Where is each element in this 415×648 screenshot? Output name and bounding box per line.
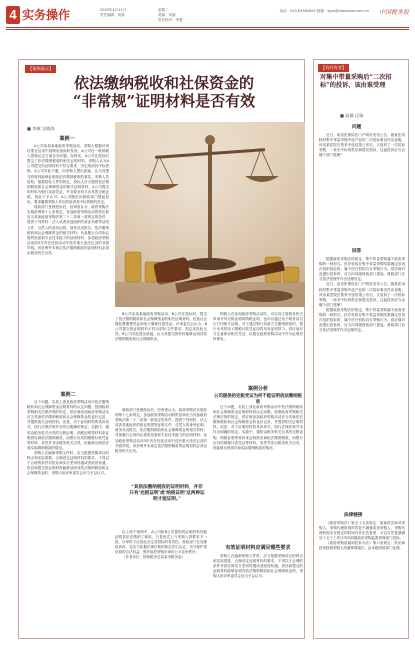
col-b-repeat-text: 财政部门受理投诉后，经审查认为，政府采购法实施条例第十七条规定，参加政府采购活动的供应商应当具备政府采购法第二十二条第一款规定的条件，提供下列材料：法人或者其他组织的营业执照等证明文件，自然人的身份证明；财务状况报告，依法缴纳税收和社会保障资金的相关材料；具备履行合同所必需的设备和专业技术能力的证明材料；参加政府采购活动前3年内在经营活动中没有重大违法记录的书面声明。该条例并未规定依法缴纳税收的证明材料必须由税务机关出具。 [115,408,207,453]
section-title: 实务操作 [22,8,71,22]
question-body: 近日，某省医保局在门户网站发布公告，就某医用耗材集中带量采购中选产品的二次招标事宜作出说明。该省某医院在集采中选结果公布后，又组织了一次招标采购，一家未中标的供应商提出投诉。这起投诉应当由哪个部门受理？ [319,133,405,158]
subheading-why-invalid: 公司提供的完税凭证为何不能证明依法缴纳税收 [214,394,302,405]
page-number: 4 [6,6,20,24]
law-link-heading: 法律链接 [344,513,363,518]
title-line-1: 依法缴纳税收和社保资金的 [73,74,254,92]
answer-body-cont: 近日，某省医保局在门户网站发布公告，就某医用耗材集中带量采购中选产品的二次招标事宜作出说明。该省某医院在集采中选结果公布后，又组织了一次招标采购，一家未中标的供应商提出投诉。这起投诉应当由哪个部门受理？ [319,282,405,307]
header-rule [6,27,409,28]
col-d-repeat-text: 这个问题，实质上涉及政府采购活动中依法缴纳税收和社会保障资金证明材料的认定问题。按照政府采购相关法律法规的规定，供应商参加政府采购活动应当具备依法缴纳税收和社会保障资金的良好记录，并提供相关证明材料。但是，对于证明材料的具体形式，现行法律法规并未作出明确的规定。实践中，通常由税务机关出具的完税证明、纳税证明等材料来证明供应商依法缴纳税收。而银行出具的缴税付款凭证等材料，虽然并非由税务机关出具，但能够反映供应商实际缴纳税款的情况。 [213,405,303,450]
col-a-text: A公司参加某地政府采购活动，采购人根据评审结果在信用中国网站查询时发现，A公司在一般纳税人资格认定方面存在问题。经核实，A公司在投标时提交了依法缴纳税收的相关证明材料，采购人认为A公司提交的证明材料不符合要求，决定取消其中标资格。A公司对此不服，向采购人提出质疑，认为其提交的材料能够证明其依法缴纳税收的事实。采购人答复称，根据招标文件的规定，投标人应当提供依法缴纳税收和社会保障资金的相关证明材料，A公司提交的材料为银行扣款凭证，并非税务机关出具的完税证明，因此不予认可。A公司随后向财政部门提起投诉，要求撤销采购人作出的取消其中标资格的决定。 [27,144,109,205]
side-article-title: 对集中带量采购后“二次招标”的投诉，该由谁受理 [320,74,392,89]
article-title [49,74,279,110]
col-c-text: B公司参加某地政府采购活动，B公司在投标时，提交了依法缴纳税收和社会保障资金的相关证明材料，包括社会保险费缴费凭证和电子缴税付款凭证。评审委员会认为，B公司提交的证明材料不符合招标文件要求，判定其投标无效。B公司对此提出质疑，认为其提交的材料能够证明其依法缴纳税收和社会保障资金。 [115,312,207,342]
col-e-repeat-text: 采购人在编制采购文件时，应当根据采购项目的特点和实际需要，合理设定证明材料的要求，不得以不合理的条件对供应商实行差别待遇或者歧视待遇。供应商提交的证明材料能够证明其依法缴纳税收和社会保障资金的，采购人和评审委员会应当予以认可。 [213,554,303,579]
weekday-line: 星期二 [158,8,169,12]
subheading-requirements: 有效证明材料应满足哪些要求 [225,545,291,551]
column-a [27,144,109,389]
law-text [319,521,405,635]
contact-line [279,9,369,14]
col-b-text: 财政部门受理投诉后，经审查认为，政府采购法实施条例第十七条规定，参加政府采购活动的供应商应当具备政府采购法第二十二条第一款规定的条件，提供下列材料：法人或者其他组织的营业执照等证明文件，自然人的身份证明；财务状况报告，依法缴纳税收和社会保障资金的相关材料；具备履行合同所必需的设备和专业技术能力的证明材料；参加政府采购活动前3年内在经营活动中没有重大违法记录的书面声明。该条例并未规定依法缴纳税收的证明材料必须由税务机关出具。 [27,205,109,255]
col-h-text: 纳税人在参加政府采购活动时，可以向主管税务机关申请开具完税证明或纳税证明，也可以通过电子税务局自行打印相关证明。对于通过银行扣款方式缴纳税款的，银行出具的电子缴税付款凭证同样具有证明效力。供应商应当注意保存相关凭证，以便在政府采购活动中作为证明材料使用。 [213,312,303,342]
col-e-text: 采购人在编制采购文件时，应当根据采购项目的特点和实际需要，合理设定证明材料的要求，不得以不合理的条件对供应商实行差别待遇或者歧视待遇。供应商提交的证明材料能够证明其依法缴纳税收和社会保障资金的，采购人和评审委员会应当予以认可。 [27,450,109,476]
staff-block [158,8,183,23]
column-d-top [213,312,303,382]
main-article [18,59,305,639]
side-article [313,59,409,639]
date-line: 2023年4月11日 [100,8,127,12]
date-block [100,8,126,18]
subheading-case-analysis: 案例分析 [247,386,268,392]
newspaper-logo: 中国税务报 [378,9,409,16]
column-d-middle [213,405,303,540]
col-g-text: （作者单位：国家税务总局某市税务局） [122,555,185,560]
side-byline: ■ 高静 汪瑞 [340,113,364,118]
illustration-photo [115,122,305,307]
masthead [0,0,415,40]
question-heading: 问题 [352,125,362,130]
answer-body: 根据政府采购法的规定，集中带量采购属于政府采购的一种形式。医疗机构在集中带量采购结果确定后再次组织招标的，属于医疗机构自行采购行为，供应商对此提出投诉的，应当向同级财政部门提起。财政部门应当依法受理并作出处理决定。 [319,257,405,282]
column-d-bottom [213,554,303,635]
question-text [319,133,405,243]
answer-body-cont-2: 根据政府采购法的规定，集中带量采购属于政府采购的一种形式。医疗机构在集中带量采购结果确定后再次组织招标的，属于医疗机构自行采购行为，供应商对此提出投诉的，应当向同级财政部门提起。财政部门应当依法受理并作出处理决定。 [319,307,405,333]
scales-gavel-image [115,122,305,307]
law-body-2: 《政府采购质疑和投诉办法》第六条规定：供应商投诉按照采购人所属预算级次，由本级财政部门处理。 [319,541,405,551]
designer-line: 美编：刘丽 [158,13,176,17]
email: 邮箱：sjyw@ctaxnews.com.cn [316,9,369,13]
header-rule-thin [6,29,409,30]
law-body-1: 《政府采购法》第五十五条规定：质疑供应商对采购人、采购代理机构的答复不满意或者采购人、采购代理机构未在规定的时间内作出答复的，可以在答复期满后十五个工作日内向同级政府采购监督管理部门投诉。 [319,521,405,541]
col-d-text: 这个问题，实质上涉及政府采购活动中依法缴纳税收和社会保障资金证明材料的认定问题。按照政府采购相关法律法规的规定，供应商参加政府采购活动应当具备依法缴纳税收和社会保障资金的良好记录，并提供相关证明材料。但是，对于证明材料的具体形式，现行法律法规并未作出明确的规定。实践中，通常由税务机关出具的完税证明、纳税证明等材料来证明供应商依法缴纳税收。而银行出具的缴税付款凭证等材料，虽然并非由税务机关出具，但能够反映供应商实际缴纳税款的情况。 [27,400,109,450]
column-a-lower [27,400,109,635]
editor-line: 责任编辑：刘晶 [100,13,125,17]
proof-line: 责任校对：李慧 [158,18,183,22]
col-f-text: 以上两个案例中，A公司和B公司提供的证明材料均能证明其依法缴纳了税收，只是形式上与采购人的要求不一致，评审时不应因此否定其投标的有效性。财政部门在处理投诉时，也应当依据法律法规的规定作出认定，充分保护供应商的合法权益，维护政府采购市场的公平竞争秩序。 [115,530,207,555]
answer-text [319,257,405,507]
byline: ■ 李敏 吴晓涛 [27,126,55,131]
side-article-tag: 【有问有答】 [318,64,349,72]
column-c-lower [115,408,207,480]
pull-quote: “其依法缴纳税收的证明材料，并非只有‘完税证明’或‘纳税证明’这两种证明才能证明。” [129,485,205,503]
case-one-heading: 案例一 [59,136,75,142]
column-c-bottom [115,530,207,635]
title-line-2: “非常规”证明材料是否有效 [72,92,256,110]
case-two-heading: 案例二 [60,392,76,398]
answer-heading: 回答 [352,249,362,254]
column-c [115,312,207,404]
article-tag: 【案例看台】 [25,65,56,73]
hotline: 电话：010-63584000 [279,9,316,13]
